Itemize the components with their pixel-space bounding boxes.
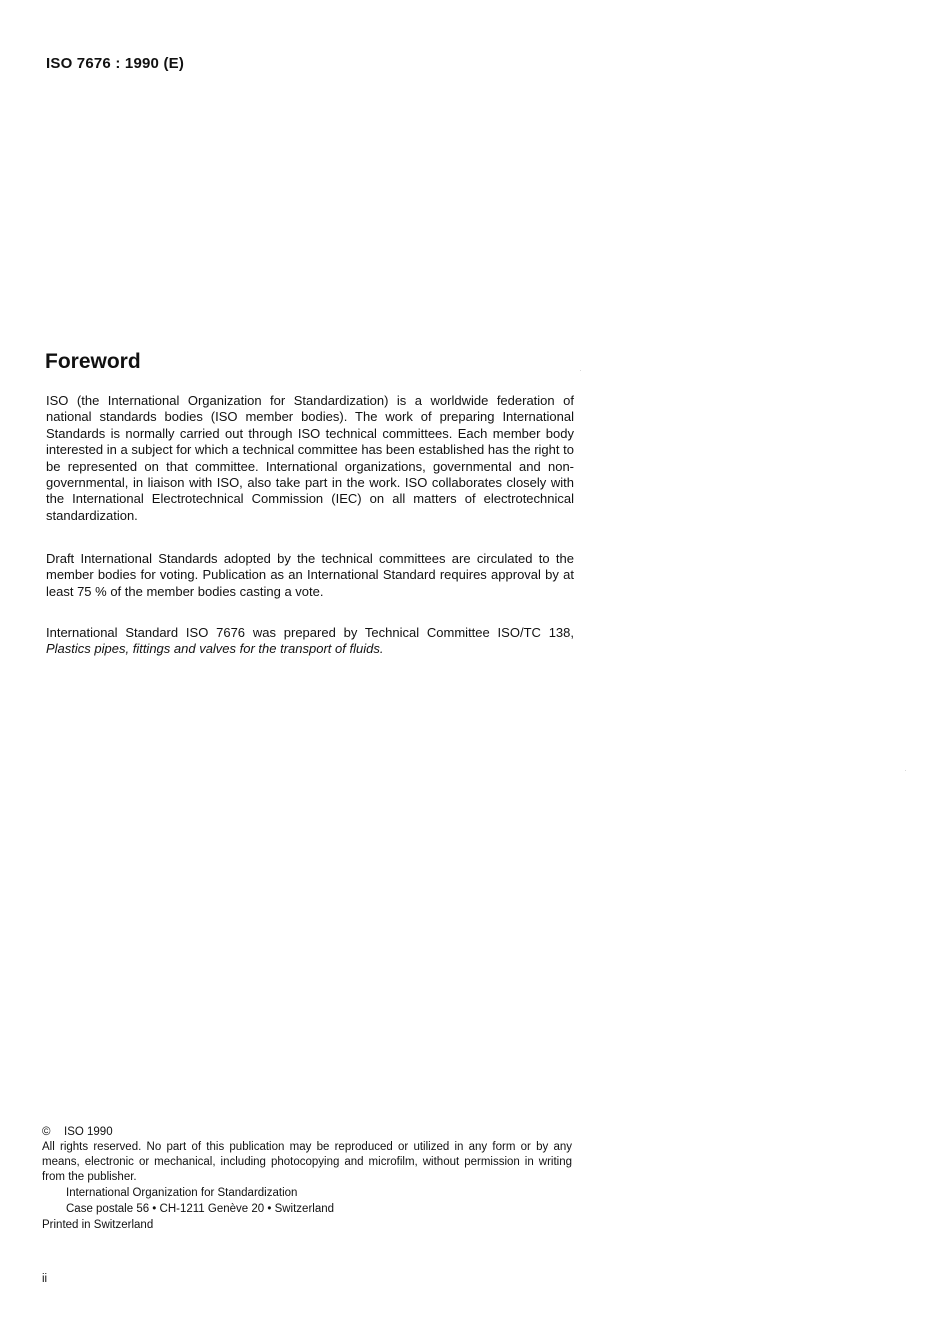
committee-title: Plastics pipes, fittings and valves for the transport of fluids. — [46, 641, 384, 657]
committee-statement: International Standard ISO 7676 was prepared by Technical Committee ISO/TC 138, — [46, 625, 574, 640]
copyright-year: ISO 1990 — [64, 1126, 113, 1138]
copyright-block — [42, 1124, 572, 1233]
foreword-title: Foreword — [45, 350, 141, 373]
document-id-header: ISO 7676 : 1990 (E) — [46, 55, 185, 72]
foreword-paragraph-2: Draft International Standards adopted by the technical committees are circulated to the member bodies for voting. Publication as an International Standard requires approval by at least 75 % of the member bodies casting a vote. — [46, 551, 574, 599]
rights-reserved-text: All rights reserved. No part of this publication may be reproduced or utilized in any form or by any means, electronic or mechanical, including photocopying and microfilm, without permission in writing from the publisher. — [42, 1141, 572, 1183]
organization-address: Case postale 56 • CH-1211 Genève 20 • Switzerland — [66, 1203, 335, 1215]
page-number: ii — [42, 1273, 48, 1285]
foreword-paragraph-1: ISO (the International Organization for Standardization) is a worldwide federation of national standards bodies (ISO member bodies). The work of preparing International Standards is normally carried out through ISO technical committees. Each member body interested in a subject for which a technical committee has been established has the right to be represented on that committee. International organizations, governmental and non-governmental, in liaison with ISO, also take part in the work. ISO collaborates closely with the International Electrotechnical Commission (IEC) on all matters of electrotechnical standardization. — [46, 393, 574, 523]
scan-speck — [580, 370, 581, 371]
copyright-line — [42, 1124, 572, 1140]
printed-location: Printed in Switzerland — [42, 1219, 154, 1231]
copyright-symbol: © — [42, 1126, 51, 1138]
foreword-paragraph-3 — [46, 625, 574, 658]
scan-speck — [905, 770, 906, 771]
organization-name: International Organization for Standardization — [66, 1187, 298, 1199]
